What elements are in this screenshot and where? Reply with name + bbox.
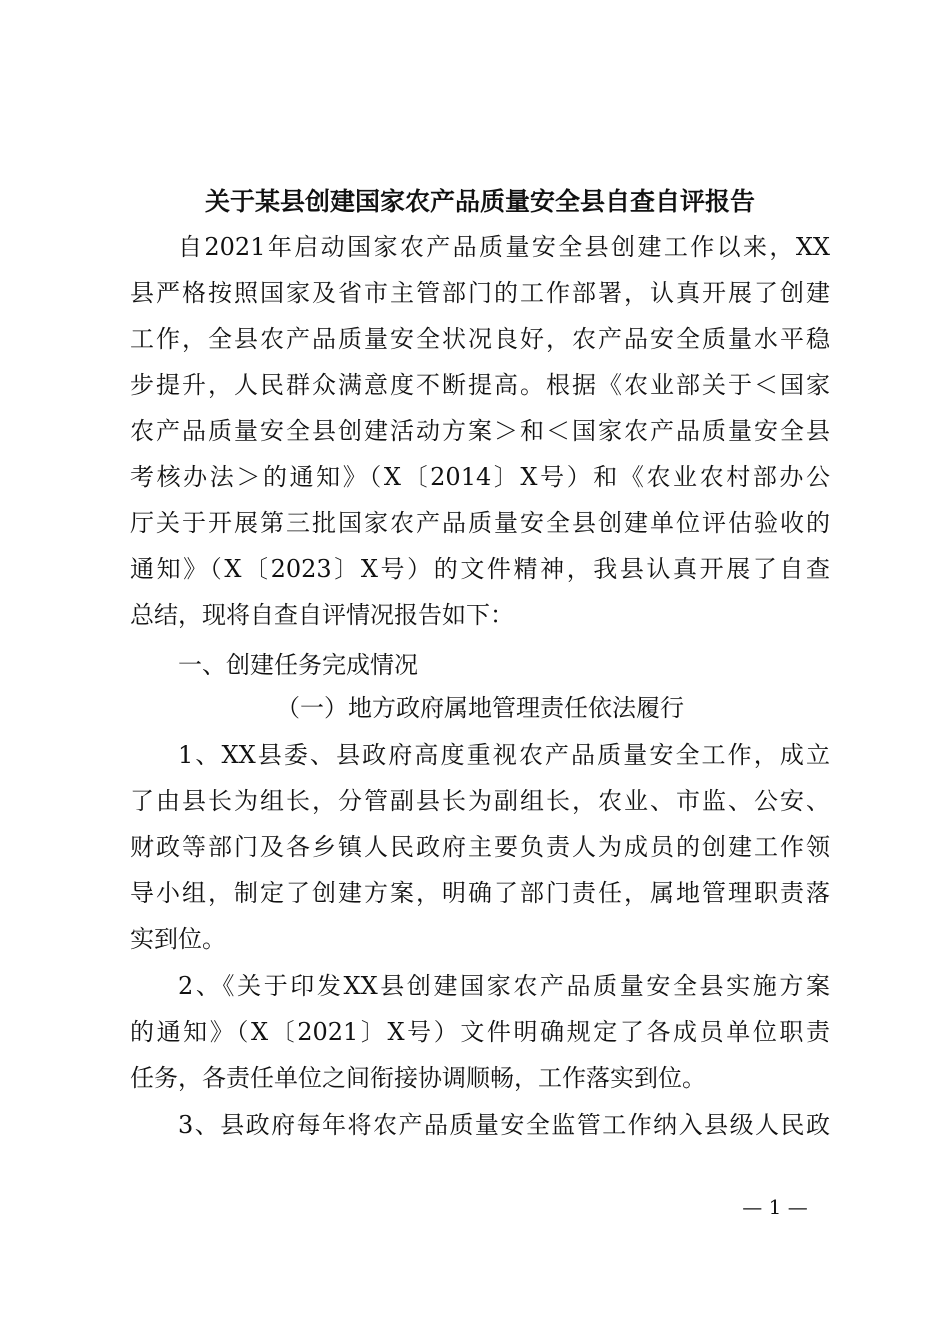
intro-line: 县严格按照国家及省市主管部门的工作部署，认真开展了创建 [130, 279, 830, 307]
document-title: 关于某县创建国家农产品质量安全县自查自评报告 [204, 187, 755, 216]
intro-line: 考核办法＞的通知》（X〔2014〕X号）和《农业农村部办公 [130, 463, 830, 491]
page-number: — 1 — [742, 1195, 808, 1219]
item3-line: 3、县政府每年将农产品质量安全监管工作纳入县级人民政 [178, 1111, 830, 1139]
item2-line: 的通知》（X〔2021〕X号）文件明确规定了各成员单位职责 [130, 1018, 830, 1046]
intro-line: 农产品质量安全县创建活动方案＞和＜国家农产品质量安全县 [130, 417, 830, 445]
intro-line: 通知》（X〔2023〕X号）的文件精神，我县认真开展了自查 [130, 555, 830, 583]
item1-line: 导小组，制定了创建方案，明确了部门责任，属地管理职责落 [130, 879, 830, 907]
section-heading: 一、创建任务完成情况 [178, 651, 418, 679]
item1-line: 了由县长为组长，分管副县长为副组长，农业、市监、公安、 [130, 787, 830, 815]
intro-line: 工作，全县农产品质量安全状况良好，农产品安全质量水平稳 [130, 325, 830, 353]
item2-line: 2、《关于印发XX县创建国家农产品质量安全县实施方案 [178, 972, 830, 1000]
item1-line: 1、XX县委、县政府高度重视农产品质量安全工作，成立 [178, 741, 830, 769]
intro-line: 自2021年启动国家农产品质量安全县创建工作以来，XX [178, 233, 830, 261]
intro-line: 厅关于开展第三批国家农产品质量安全县创建单位评估验收的 [130, 509, 830, 537]
intro-line: 步提升，人民群众满意度不断提高。根据《农业部关于＜国家 [130, 371, 830, 399]
item1-line: 实到位。 [130, 925, 226, 953]
item2-line: 任务，各责任单位之间衔接协调顺畅，工作落实到位。 [130, 1064, 706, 1092]
intro-line: 总结，现将自查自评情况报告如下： [130, 601, 514, 629]
subsection-heading: （一）地方政府属地管理责任依法履行 [276, 694, 684, 722]
item1-line: 财政等部门及各乡镇人民政府主要负责人为成员的创建工作领 [130, 833, 830, 861]
